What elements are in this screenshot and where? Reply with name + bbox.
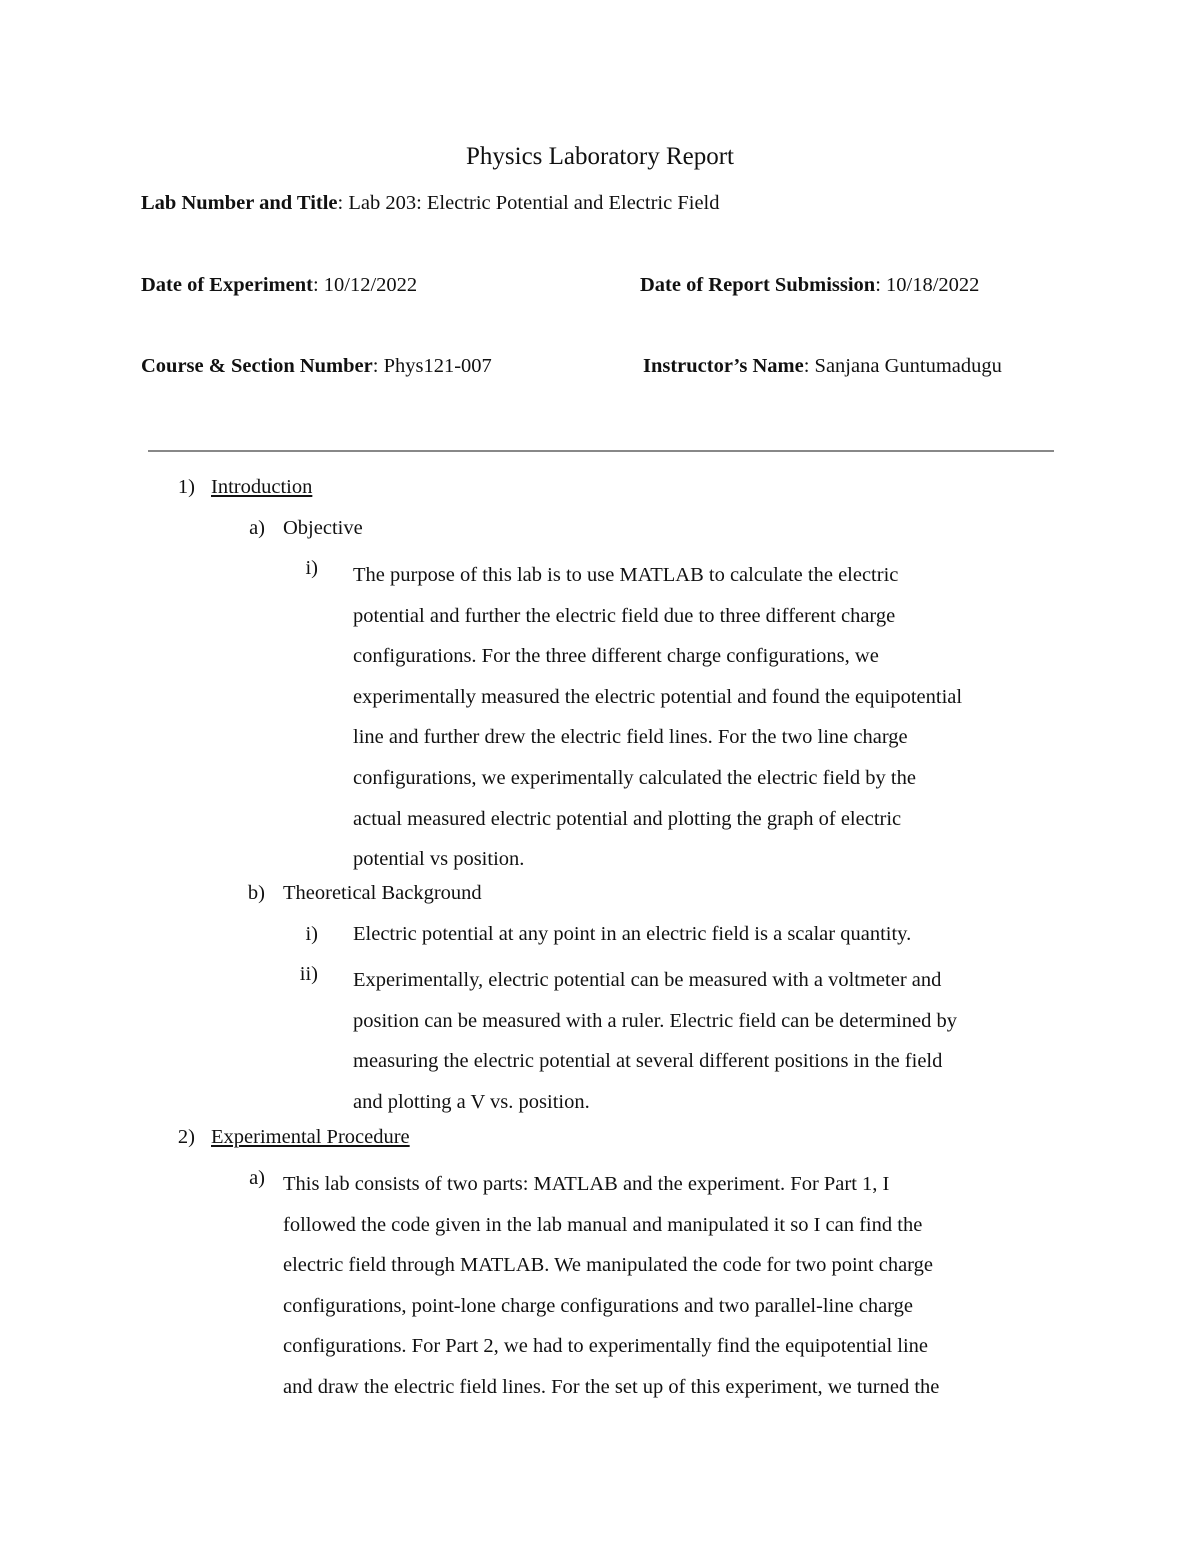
subsection-heading: Theoretical Background	[283, 882, 482, 904]
text-line: configurations, point-lone charge configurations and two parallel-line charge	[283, 1294, 913, 1317]
text-line: configurations. For the three different charge configurations, we	[353, 645, 879, 668]
date-of-submission-value: : 10/18/2022	[875, 274, 980, 296]
date-of-experiment-value: : 10/12/2022	[312, 274, 418, 296]
instructor-name	[643, 353, 1002, 379]
horizontal-divider	[148, 450, 1054, 452]
text-line: potential and further the electric field due to three different charge	[353, 604, 896, 627]
course-section-label: Course & Section Number	[141, 355, 373, 377]
text-line: position can be measured with a ruler. Electric field can be determined by	[353, 1009, 957, 1032]
section-number: 1)	[177, 476, 195, 498]
course-section-value: : Phys121-007	[372, 355, 492, 377]
date-of-submission-label: Date of Report Submission	[640, 274, 876, 296]
procedure-paragraph	[283, 1164, 1073, 1408]
text-line: This lab consists of two parts: MATLAB and the experiment. For Part 1, I	[283, 1173, 890, 1195]
subsection-letter: a)	[249, 1167, 265, 1189]
text-line: line and further drew the electric field lines. For the two line charge	[353, 726, 908, 749]
item-number: ii)	[299, 963, 318, 985]
instructor-name-label: Instructor’s Name	[643, 355, 804, 377]
text-line: actual measured electric potential and plotting the graph of electric	[353, 807, 902, 830]
lab-number-title-value: : Lab 203: Electric Potential and Electric Field	[337, 192, 720, 214]
text-line: and draw the electric field lines. For the set up of this experiment, we turned the	[283, 1375, 940, 1398]
text-line: experimentally measured the electric potential and found the equipotential	[353, 685, 963, 708]
text-line: electric field through MATLAB. We manipulated the code for two point charge	[283, 1254, 933, 1277]
text-line: Experimentally, electric potential can be measured with a voltmeter and	[353, 969, 942, 991]
text-line: The purpose of this lab is to use MATLAB to calculate the electric	[353, 564, 899, 586]
text-line: measuring the electric potential at several different positions in the field	[353, 1050, 943, 1073]
item-number: i)	[305, 923, 318, 945]
background-paragraph	[353, 960, 1073, 1122]
date-of-experiment-label: Date of Experiment	[141, 274, 313, 296]
page-title: Physics Laboratory Report	[465, 143, 734, 170]
objective-paragraph	[353, 555, 1073, 880]
text-line: configurations, we experimentally calculated the electric field by the	[353, 766, 916, 789]
course-section	[141, 353, 492, 379]
lab-number-title	[141, 190, 720, 216]
instructor-name-value: : Sanjana Guntumadugu	[803, 355, 1002, 377]
subsection-heading: Objective	[283, 517, 363, 539]
lab-number-title-label: Lab Number and Title	[141, 192, 338, 214]
section-heading: Experimental Procedure	[211, 1126, 410, 1148]
text-line: configurations. For Part 2, we had to experimentally find the equipotential line	[283, 1335, 929, 1358]
subsection-letter: a)	[249, 517, 265, 539]
text-line: followed the code given in the lab manual and manipulated it so I can find the	[283, 1213, 923, 1236]
item-text: Electric potential at any point in an electric field is a scalar quantity.	[353, 923, 912, 945]
subsection-letter: b)	[247, 882, 265, 904]
item-number: i)	[305, 557, 318, 579]
text-line: potential vs position.	[353, 848, 525, 871]
date-of-experiment	[141, 272, 417, 298]
section-number: 2)	[177, 1126, 195, 1148]
section-heading: Introduction	[211, 476, 313, 498]
date-of-submission	[640, 272, 979, 298]
text-line: and plotting a V vs. position.	[353, 1090, 590, 1113]
